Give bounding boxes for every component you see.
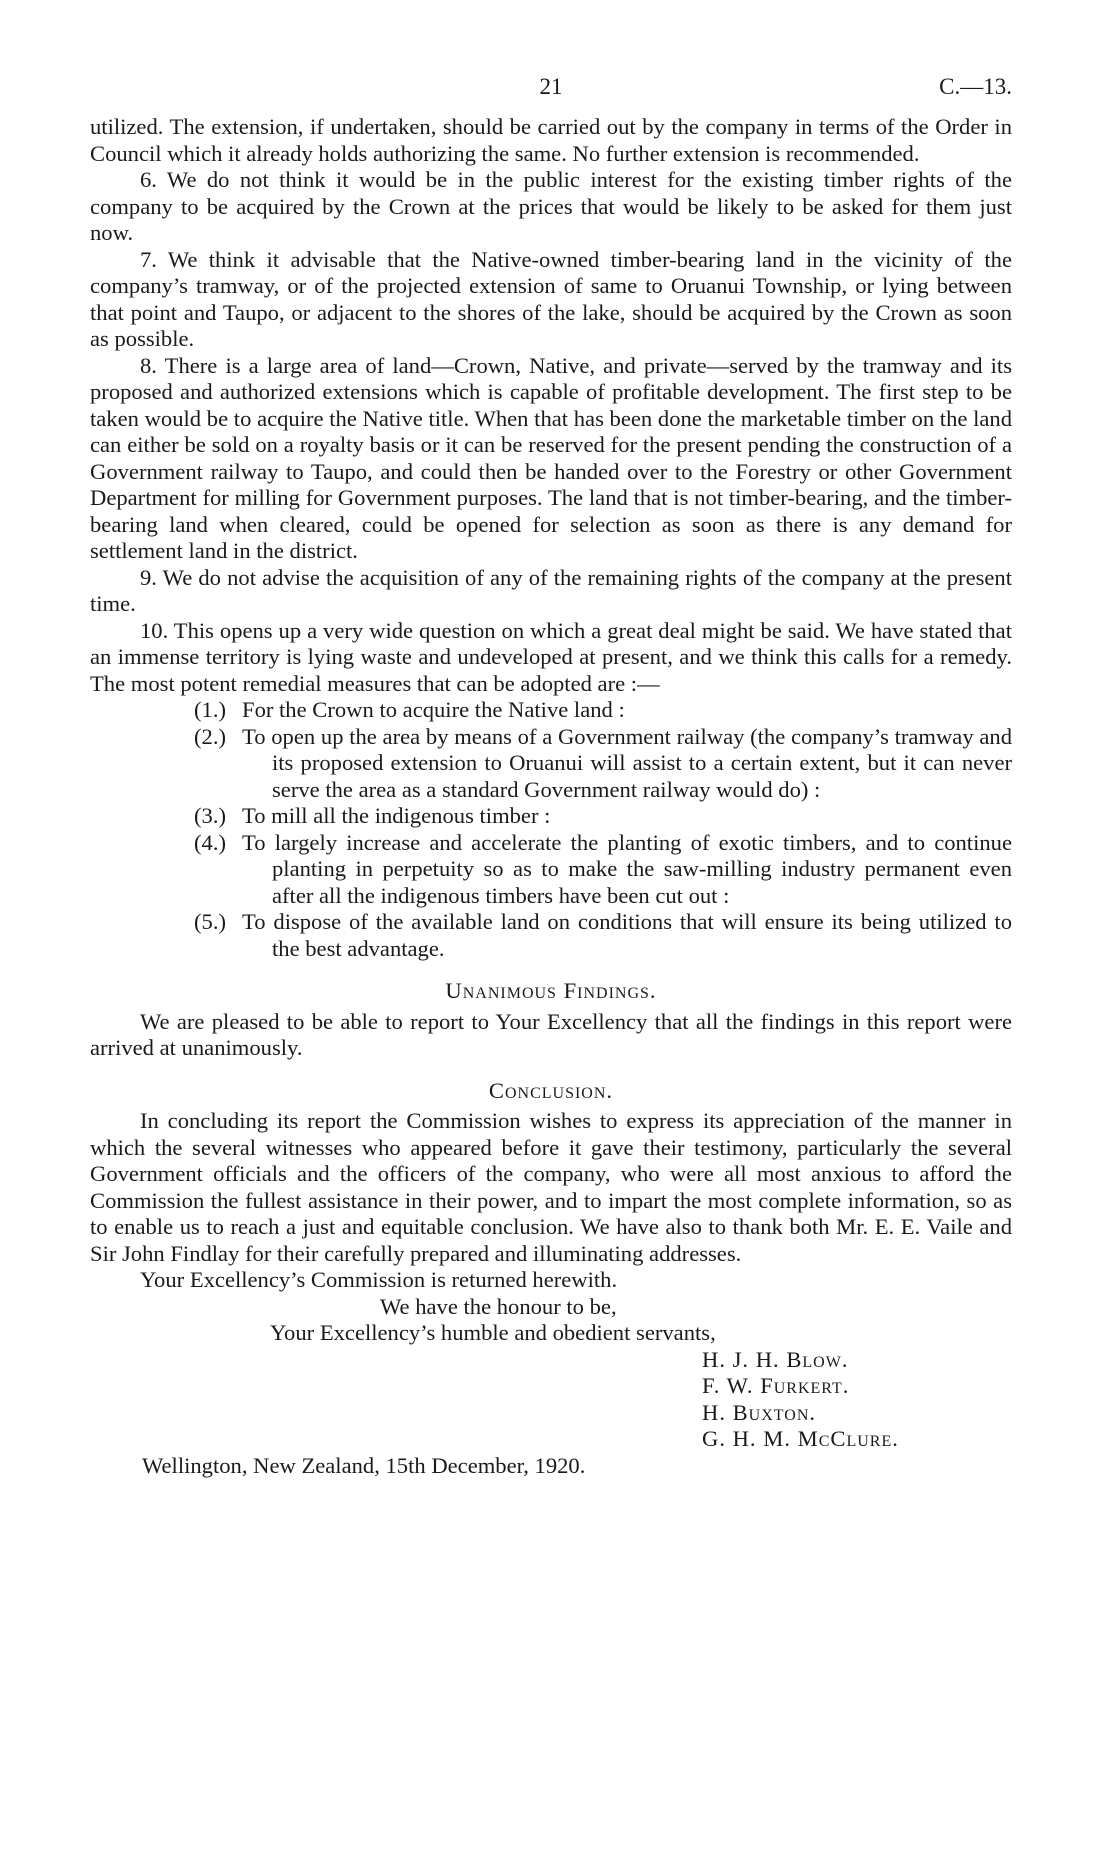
conclusion-paragraph: In concluding its report the Commission wishes to express its appreciation of the manner in which the several witnesses who appeared before it gave their testimony, particularly the several Government officials and the officers of the company, who were all most anxious to afford the Commission the fullest assistance in their power, and to impart the most complete information, so as to enable us to reach a just and equitable conclusion. We have also to thank both Mr. E. E. Vaile and Sir John Findlay for their carefully prepared and illuminating addresses. bbox=[90, 1108, 1012, 1266]
servants-line: Your Excellency’s humble and obedient servants, bbox=[270, 1320, 716, 1345]
list-item bbox=[194, 803, 1012, 830]
signatories bbox=[702, 1347, 1012, 1453]
list-item-number: (1.) bbox=[194, 697, 226, 722]
list-item-number: (2.) bbox=[194, 723, 226, 749]
honour-line: We have the honour to be, bbox=[380, 1293, 617, 1319]
signatory-name: H. Buxton. bbox=[702, 1399, 817, 1425]
signatory-name: F. W. Furkert. bbox=[702, 1373, 850, 1398]
commission-returned-line: Your Excellency’s Commission is returned herewith. bbox=[140, 1267, 618, 1292]
list-item-text: To largely increase and accelerate the planting of exotic timbers, and to continue planting in perpetuity so as to make the saw-milling industry permanent even after all the indigenous timbers have been cut out : bbox=[242, 829, 1012, 908]
list-item-number: (4.) bbox=[194, 829, 226, 855]
list-item-text: For the Crown to acquire the Native land : bbox=[242, 697, 625, 722]
list-item-number: (3.) bbox=[194, 803, 226, 828]
signatory-name: G. H. M. McClure. bbox=[702, 1426, 899, 1451]
signatory-name: H. J. H. Blow. bbox=[702, 1346, 849, 1372]
conclusion-heading: Conclusion. bbox=[488, 1077, 614, 1103]
list-item bbox=[194, 909, 1012, 962]
document-page bbox=[90, 74, 1012, 1479]
document-reference: C.—13. bbox=[939, 74, 1012, 99]
list-item-number: (5.) bbox=[194, 909, 226, 934]
paragraph-7: 7. We think it advisable that the Native-owned timber-bearing land in the vicinity of the company’s tramway, or of the projected extension of same to Oruanui Township, or lying between that point and Taupo, or adjacent to the shores of the lake, should be acquired by the Crown as soon as possible. bbox=[90, 246, 1012, 351]
paragraph-6: 6. We do not think it would be in the public interest for the existing timber rights of the company to be acquired by the Crown at the prices that would be likely to be asked for them just now. bbox=[90, 167, 1012, 245]
list-item bbox=[194, 697, 1012, 724]
list-item-text: To mill all the indigenous timber : bbox=[242, 803, 551, 828]
page-header bbox=[90, 74, 1012, 114]
place-and-date: Wellington, New Zealand, 15th December, 1920. bbox=[142, 1452, 586, 1478]
findings-heading: Unanimous Findings. bbox=[445, 978, 657, 1003]
paragraph-continued: utilized. The extension, if undertaken, should be carried out by the company in terms of the Order in Council which it already holds authorizing the same. No further extension is recommended. bbox=[90, 114, 1012, 166]
list-item-text: To open up the area by means of a Government railway (the company’s tramway and its proposed extension to Oruanui will assist to a certain extent, but it can never serve the area as a standard Government railway would do) : bbox=[242, 723, 1012, 802]
page-number: 21 bbox=[539, 74, 563, 99]
list-item-text: To dispose of the available land on conditions that will ensure its being utilized to the best advantage. bbox=[242, 909, 1012, 961]
paragraph-9: 9. We do not advise the acquisition of any of the remaining rights of the company at the present time. bbox=[90, 564, 1012, 616]
list-item bbox=[194, 724, 1012, 804]
findings-paragraph: We are pleased to be able to report to Your Excellency that all the findings in this report were arrived at unanimously. bbox=[90, 1008, 1012, 1060]
remedial-measures-list bbox=[194, 697, 1012, 962]
list-item bbox=[194, 830, 1012, 910]
paragraph-10: 10. This opens up a very wide question on which a great deal might be said. We have stated that an immense territory is lying waste and undeveloped at present, and we think this calls for a remedy. The most potent remedial measures that can be adopted are :— bbox=[90, 617, 1012, 696]
paragraph-8: 8. There is a large area of land—Crown, Native, and private—served by the tramway and its proposed and authorized extensions which is capable of profitable development. The first step to be taken would be to acquire the Native title. When that has been done the marketable timber on the land can either be sold on a royalty basis or it can be reserved for the present pending the construction of a Government railway to Taupo, and could then be handed over to the Forestry or other Government Department for milling for Government purposes. The land that is not timber-bearing, and the timber-bearing land when cleared, could be opened for selection as soon as there is any demand for settlement land in the district. bbox=[90, 352, 1012, 563]
